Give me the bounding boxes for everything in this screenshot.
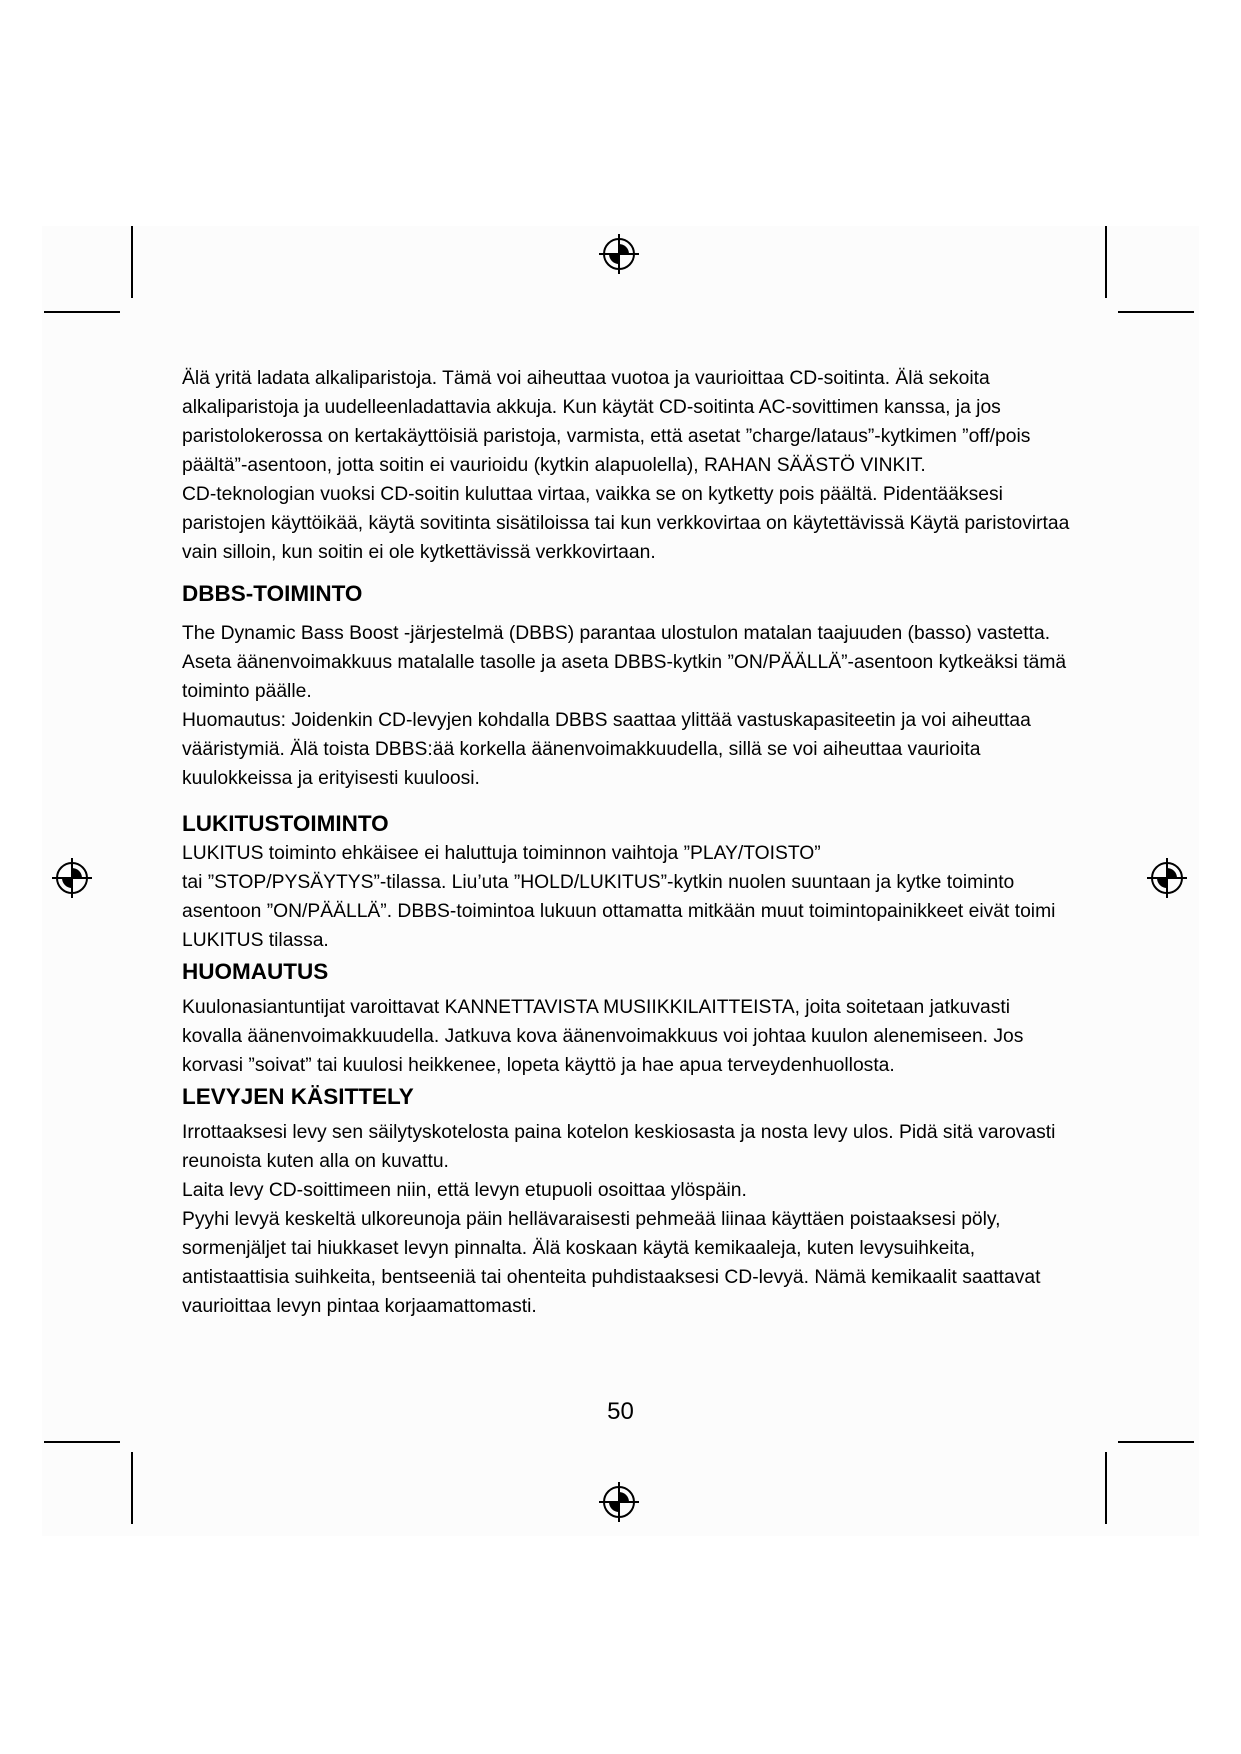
crop-mark-bottom-right-vertical — [1105, 1452, 1107, 1524]
dbbs-paragraph-description: The Dynamic Bass Boost -järjestelmä (DBBS) parantaa ulostulon matalan taajuuden (basso) vastetta. Aseta äänenvoimakkuus matalalle tasolle ja aseta DBBS-kytkin ”ON/PÄÄLLÄ”-asentoon kytkeäksi tämä toiminto päälle. — [182, 623, 1067, 702]
registration-mark-bottom-icon — [597, 1480, 641, 1524]
crop-mark-top-left-vertical — [131, 226, 133, 298]
lock-line-2: tai ”STOP/PYSÄYTYS”-tilassa. Liu’uta ”HOLD/LUKITUS”-kytkin nuolen suuntaan ja kytke toiminto asentoon ”ON/PÄÄLLÄ”. DBBS-toimintoa lukuun ottamatta mitkään muut toimintopainikkeet eivät toimi LUKITUS tilassa. — [182, 872, 1056, 951]
crop-mark-top-right-horizontal — [1118, 311, 1194, 313]
note-paragraph: Kuulonasiantuntijat varoittavat KANNETTAVISTA MUSIIKKILAITTEISTA, joita soitetaan jatkuvasti kovalla äänenvoimakkuudella. Jatkuva kova äänenvoimakkuus voi johtaa kuulon alenemiseen. Jos korvasi ”soivat” tai kuulosi heikkenee, lopeta käyttö ja hae apua terveydenhuollosta. — [182, 997, 1024, 1076]
dbbs-heading: DBBS-TOIMINTO — [182, 581, 363, 606]
intro-paragraph-batteries: Älä yritä ladata alkaliparistoja. Tämä voi aiheuttaa vuotoa ja vaurioittaa CD-soitinta. Älä sekoita alkaliparistoja ja uudelleenladattavia akkuja. Kun käytät CD-soitinta AC-sovittimen kanssa, ja jos paristolokerossa on kertakäyttöisiä paristoja, varmista, että asetat ”charge/lataus”-kytkimen ”off/pois päältä”-asentoon, jotta soitin ei vaurioidu (kytkin alapuolella), RAHAN SÄÄSTÖ VINKIT. — [182, 368, 1031, 476]
handling-heading: LEVYJEN KÄSITTELY — [182, 1084, 414, 1109]
dbbs-paragraph-note: Huomautus: Joidenkin CD-levyjen kohdalla DBBS saattaa ylittää vastuskapasiteetin ja voi aiheuttaa vääristymiä. Älä toista DBBS:ää korkella äänenvoimakkuudella, sillä se voi aiheuttaa vaurioita kuulokkeissa ja erityisesti kuuloosi. — [182, 710, 1031, 789]
handling-paragraph-insert: Laita levy CD-soittimeen niin, että levyn etupuoli osoittaa ylöspäin. — [182, 1180, 747, 1201]
intro-paragraph-power-saving: CD-teknologian vuoksi CD-soitin kuluttaa virtaa, vaikka se on kytketty pois päältä. Pidentääksesi paristojen käyttöikää, käytä sovitinta sisätiloissa tai kun verkkovirtaa on käytettävissä Käytä paristovirtaa vain silloin, kun soitin ei ole kytkettävissä verkkovirtaan. — [182, 484, 1070, 563]
manual-page-content — [182, 364, 1072, 1321]
lock-line-1: LUKITUS toiminto ehkäisee ei haluttuja toiminnon vaihtoja ”PLAY/TOISTO” — [182, 843, 821, 864]
registration-mark-top-icon — [597, 232, 641, 276]
crop-mark-top-right-vertical — [1105, 226, 1107, 298]
handling-paragraph-clean: Pyyhi levyä keskeltä ulkoreunoja päin hellävaraisesti pehmeää liinaa käyttäen poistaaksesi pöly, sormenjäljet tai hiukkaset levyn pinnalta. Älä koskaan käytä kemikaaleja, kuten levysuihkeita, antistaattisia suihkeita, bentseeniä tai ohenteita puhdistaaksesi CD-levyä. Nämä kemikaalit saattavat vaurioittaa levyn pintaa korjaamattomasti. — [182, 1209, 1041, 1317]
handling-paragraph-remove: Irrottaaksesi levy sen säilytyskotelosta paina kotelon keskiosasta ja nosta levy ulos. Pidä sitä varovasti reunoista kuten alla on kuvattu. — [182, 1122, 1056, 1172]
page-number: 50 — [607, 1398, 634, 1425]
registration-mark-right-icon — [1145, 856, 1189, 900]
crop-mark-bottom-left-horizontal — [44, 1441, 120, 1443]
crop-mark-bottom-left-vertical — [131, 1452, 133, 1524]
crop-mark-bottom-right-horizontal — [1118, 1441, 1194, 1443]
registration-mark-left-icon — [50, 856, 94, 900]
lock-heading: LUKITUSTOIMINTO — [182, 811, 389, 836]
note-heading: HUOMAUTUS — [182, 959, 329, 984]
crop-mark-top-left-horizontal — [44, 311, 120, 313]
